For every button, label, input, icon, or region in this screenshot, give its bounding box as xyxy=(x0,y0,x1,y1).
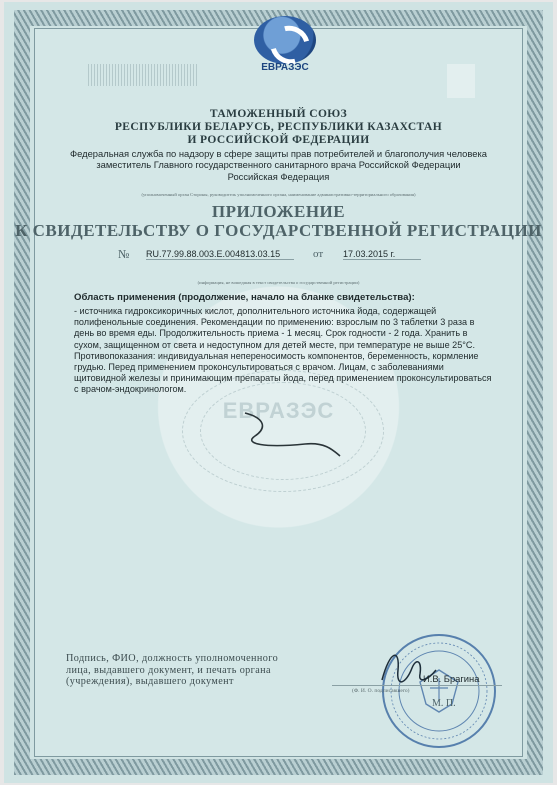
scope-line: - источника гидроксикоричных кислот, дополнительного источника йода, содержащей xyxy=(74,306,437,316)
evrazes-watermark: ЕВРАЗЭС xyxy=(222,398,335,423)
union-line: И РОССИЙСКОЙ ФЕДЕРАЦИИ xyxy=(187,134,370,146)
caption-line: Подпись, ФИО, должность уполномоченного xyxy=(66,653,279,664)
union-header xyxy=(0,108,557,147)
scope-line: с врачом-эндокринологом. xyxy=(74,384,187,395)
scope-line: полифенольные соединения. Рекомендации по применению: взрослым по 3 таблетки 3 раза в xyxy=(74,317,475,328)
registration-line xyxy=(0,247,557,263)
agency-block xyxy=(0,148,557,182)
agency-line: заместитель Главного государственного санитарного врача Российской Федерации xyxy=(96,159,461,171)
appendix-subtitle: К СВИДЕТЕЛЬСТВУ О ГОСУДАРСТВЕННОЙ РЕГИСТРАЦИИ xyxy=(15,221,542,240)
seal-place-label: М. П. xyxy=(432,698,456,709)
registration-date: 17.03.2015 г. xyxy=(343,249,421,260)
agency-note: (уполномоченный орган Стороны, руководитель уполномоченного органа, наименование административно-территориального образования) xyxy=(141,192,416,197)
registration-note: (информация, не вошедшая в текст свидетельства о государственной регистрации) xyxy=(197,280,360,285)
scope-line: Противопоказания: индивидуальная непереносимость компонентов, беременность, кормление xyxy=(74,350,479,361)
agency-line: Российская Федерация xyxy=(227,170,330,182)
fio-note: (Ф. И. О. подписавшего) xyxy=(352,688,410,694)
hatched-panel xyxy=(88,64,198,86)
caption-line: лица, выдавшего документ, и печать органа xyxy=(66,664,271,676)
signature-caption xyxy=(66,653,316,688)
scope-line: грудью. Перед применением проконсультироваться с врачом. Лицам, с заболеваниями xyxy=(74,362,444,373)
scope-line: щитовидной железы и принимающим препараты йода, перед применением проконсультироваться xyxy=(74,373,492,384)
date-label: от xyxy=(313,248,324,260)
union-line: ТАМОЖЕННЫЙ СОЮЗ xyxy=(209,108,348,120)
signatory-name: И.В. Брагина xyxy=(423,673,480,684)
appendix-title: ПРИЛОЖЕНИЕ xyxy=(211,202,346,221)
evrazes-logo xyxy=(242,16,328,80)
scope-line: сухом, защищенном от света и недоступном для детей месте, при температуре не выше 25°С. xyxy=(74,339,476,350)
caption-line: (учреждения), выдавшего документ xyxy=(66,676,234,688)
registration-number: RU.77.99.88.003.E.004813.03.15 xyxy=(146,249,294,260)
logo-text: ЕВРАЗЭС xyxy=(261,62,309,73)
scope-line: день во время еды. Продолжительность приема - 1 месяц. Срок годности - 2 года. Хранить в xyxy=(74,328,468,339)
security-mark xyxy=(447,64,475,98)
signature-line xyxy=(332,685,502,686)
number-label: № xyxy=(118,247,130,261)
scope-heading: Область применения (продолжение, начало на бланке свидетельства): xyxy=(74,292,415,303)
scope-text xyxy=(74,306,504,396)
agency-line: Федеральная служба по надзору в сфере защиты прав потребителей и благополучия человека xyxy=(69,148,487,159)
handwritten-signature-mark xyxy=(205,408,355,468)
union-line: РЕСПУБЛИКИ БЕЛАРУСЬ, РЕСПУБЛИКИ КАЗАХСТАН xyxy=(114,121,443,133)
